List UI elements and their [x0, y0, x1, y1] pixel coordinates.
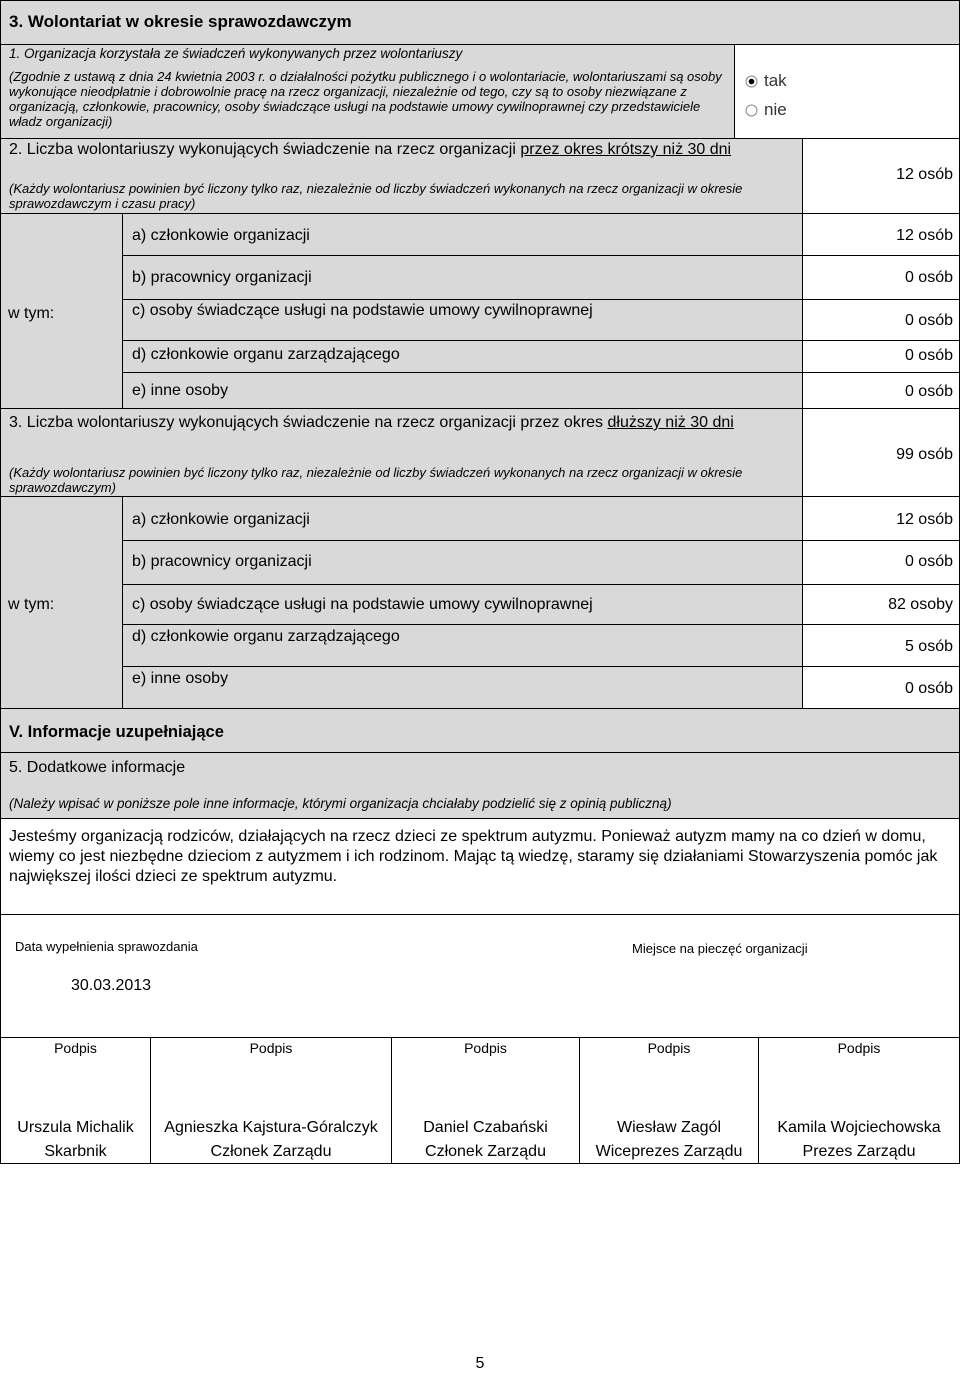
q2-value-d-text: 0 osób	[904, 347, 953, 364]
q2-label	[9, 141, 789, 159]
q5-header	[0, 752, 960, 818]
q3-value-e-text: 0 osób	[904, 680, 953, 697]
q2-row-a-label: a) członkowie organizacji	[132, 227, 310, 244]
q3-value-a-text: 12 osób	[896, 511, 953, 528]
q3-row-d-label: d) członkowie organu zarządzającego	[132, 628, 400, 645]
q2-total-cell	[802, 138, 960, 213]
q1-note-box	[0, 66, 734, 138]
q3-label-box	[0, 408, 802, 496]
q2-row-e	[122, 372, 802, 408]
q1-answer-box	[734, 44, 960, 138]
q5-text-box	[0, 818, 960, 914]
q2-row-d	[122, 340, 802, 372]
q3-row-e	[122, 666, 802, 708]
q5-text: Jesteśmy organizacją rodziców, działających na rzecz dzieci ze spektrum autyzmu. Ponieważ autyzm mamy na co dzień w domu, wiemy co jest niezbędne dzieciom z autyzmem i ich rodzinom. Mając tą wiedzę, staramy się działaniami Stowarzyszenia pomóc jak największej ilości dzieci ze spektrum autyzmu.	[9, 828, 938, 885]
q3-row-a	[122, 496, 802, 540]
signature-col-3	[391, 1038, 579, 1163]
q2-row-d-label: d) członkowie organu zarządzającego	[132, 346, 400, 363]
q2-value-b-text: 0 osób	[904, 269, 953, 286]
date-label: Data wypełnienia sprawozdania	[15, 939, 198, 954]
radio-option-tak[interactable]	[745, 72, 787, 90]
signature-name: Kamila Wojciechowska	[777, 1119, 941, 1136]
q3-wtym-cell	[0, 496, 122, 708]
q2-value-e	[802, 372, 960, 408]
signature-col-5	[758, 1038, 959, 1163]
q3-label-underlined: dłuższy niż 30 dni	[607, 414, 734, 431]
q3-value-e	[802, 666, 960, 708]
date-stamp-box	[0, 914, 960, 1037]
q3-row-d	[122, 624, 802, 666]
signature-name: Agnieszka Kajstura-Góralczyk	[164, 1119, 378, 1136]
radio-label-tak: tak	[764, 71, 787, 90]
signature-name: Urszula Michalik	[17, 1119, 134, 1136]
section-v-title: V. Informacje uzupełniające	[9, 723, 224, 741]
signature-name: Daniel Czabański	[423, 1119, 548, 1136]
signature-role: Prezes Zarządu	[802, 1143, 916, 1160]
q3-value-b	[802, 540, 960, 584]
q2-row-c-label: c) osoby świadczące usługi na podstawie umowy cywilnoprawnej	[132, 302, 593, 319]
signature-header: Podpis	[249, 1040, 293, 1056]
signature-role: Członek Zarządu	[425, 1143, 546, 1160]
stamp-label: Miejsce na pieczęć organizacji	[632, 941, 808, 956]
q3-row-b-label: b) pracownicy organizacji	[132, 553, 312, 570]
q3-value-c	[802, 584, 960, 624]
q1-label-row	[0, 44, 734, 66]
q2-value-d	[802, 340, 960, 372]
signature-header: Podpis	[647, 1040, 691, 1056]
q2-row-b	[122, 255, 802, 299]
q3-label-start: 3. Liczba wolontariuszy wykonujących świadczenie na rzecz organizacji przez okres	[9, 414, 608, 431]
signatures-table	[0, 1037, 960, 1164]
q2-row-a	[122, 213, 802, 255]
q3-value-a	[802, 496, 960, 540]
q3-row-b	[122, 540, 802, 584]
q3-row-a-label: a) członkowie organizacji	[132, 511, 310, 528]
q2-label-box	[0, 138, 802, 213]
signature-role: Członek Zarządu	[210, 1143, 332, 1160]
q2-value-b	[802, 255, 960, 299]
q3-total-cell	[802, 408, 960, 496]
q2-wtym: w tym:	[8, 305, 55, 322]
signature-header: Podpis	[54, 1040, 97, 1056]
signature-col-2	[150, 1038, 391, 1163]
q1-note: (Zgodnie z ustawą z dnia 24 kwietnia 2003 r. o działalności pożytku publicznego i o wolontariacie, wolontariuszami są osoby wykonujące nieodpłatnie i dobrowolnie pracę na rzecz organizacji, niezależnie od tego, czy są to osoby niezwiązane z organizacją, członkowie, pracownicy, osoby świadczące usługi na podstawie umowy cywilnoprawnej czy przedstawiciele władz organizacji)	[9, 69, 722, 129]
date-value: 30.03.2013	[71, 977, 152, 994]
q2-total: 12 osób	[896, 166, 953, 183]
section-3-title: 3. Wolontariat w okresie sprawozdawczym	[9, 12, 352, 31]
q3-value-b-text: 0 osób	[904, 553, 953, 570]
q2-row-b-label: b) pracownicy organizacji	[132, 269, 312, 286]
signature-role: Skarbnik	[44, 1143, 107, 1160]
q1-label: 1. Organizacja korzystała ze świadczeń wykonywanych przez wolontariuszy	[9, 46, 463, 61]
signature-col-1	[1, 1038, 150, 1163]
radio-unselected-icon	[745, 104, 758, 117]
signature-col-4	[579, 1038, 758, 1163]
q3-total: 99 osób	[896, 446, 953, 463]
q3-value-d-text: 5 osób	[904, 638, 953, 655]
q2-label-start: 2. Liczba wolontariuszy wykonujących świadczenie na rzecz organizacji	[9, 141, 521, 158]
q3-value-c-text: 82 osoby	[888, 596, 953, 613]
signature-name: Wiesław Zagól	[616, 1119, 722, 1136]
q2-row-e-label: e) inne osoby	[132, 382, 229, 399]
q2-note: (Każdy wolontariusz powinien być liczony tylko raz, niezależnie od liczby świadczeń wykonanych na rzecz organizacji w okresie sprawozdawczym i czasu pracy)	[9, 181, 743, 211]
q2-value-a	[802, 213, 960, 255]
q2-value-c	[802, 299, 960, 340]
radio-selected-icon	[745, 75, 758, 88]
q3-row-c-label: c) osoby świadczące usługi na podstawie umowy cywilnoprawnej	[132, 596, 593, 613]
q2-row-c	[122, 299, 802, 340]
section-3-header	[0, 0, 960, 44]
section-v-header	[0, 708, 960, 752]
q2-value-c-text: 0 osób	[904, 312, 953, 329]
q3-wtym: w tym:	[8, 596, 55, 613]
page-number: 5	[475, 1355, 485, 1372]
q2-label-underlined: przez okres krótszy niż 30 dni	[520, 141, 732, 158]
q5-label: 5. Dodatkowe informacje	[9, 759, 186, 776]
signature-role: Wiceprezes Zarządu	[595, 1143, 743, 1160]
signature-header: Podpis	[464, 1040, 507, 1056]
q3-value-d	[802, 624, 960, 666]
q3-row-e-label: e) inne osoby	[132, 670, 229, 687]
q3-label	[9, 414, 789, 432]
q2-value-a-text: 12 osób	[896, 227, 953, 244]
q5-note: (Należy wpisać w poniższe pole inne informacje, którymi organizacja chciałaby podzielić się z opinią publiczną)	[9, 796, 672, 811]
q3-row-c	[122, 584, 802, 624]
q2-wtym-cell	[0, 213, 122, 408]
radio-label-nie: nie	[764, 100, 787, 119]
signature-header: Podpis	[837, 1040, 881, 1056]
q2-value-e-text: 0 osób	[904, 383, 953, 400]
q3-note: (Każdy wolontariusz powinien być liczony tylko raz, niezależnie od liczby świadczeń wykonanych na rzecz organizacji w okresie sprawozdawczym)	[9, 465, 743, 495]
radio-option-nie[interactable]	[745, 101, 787, 119]
